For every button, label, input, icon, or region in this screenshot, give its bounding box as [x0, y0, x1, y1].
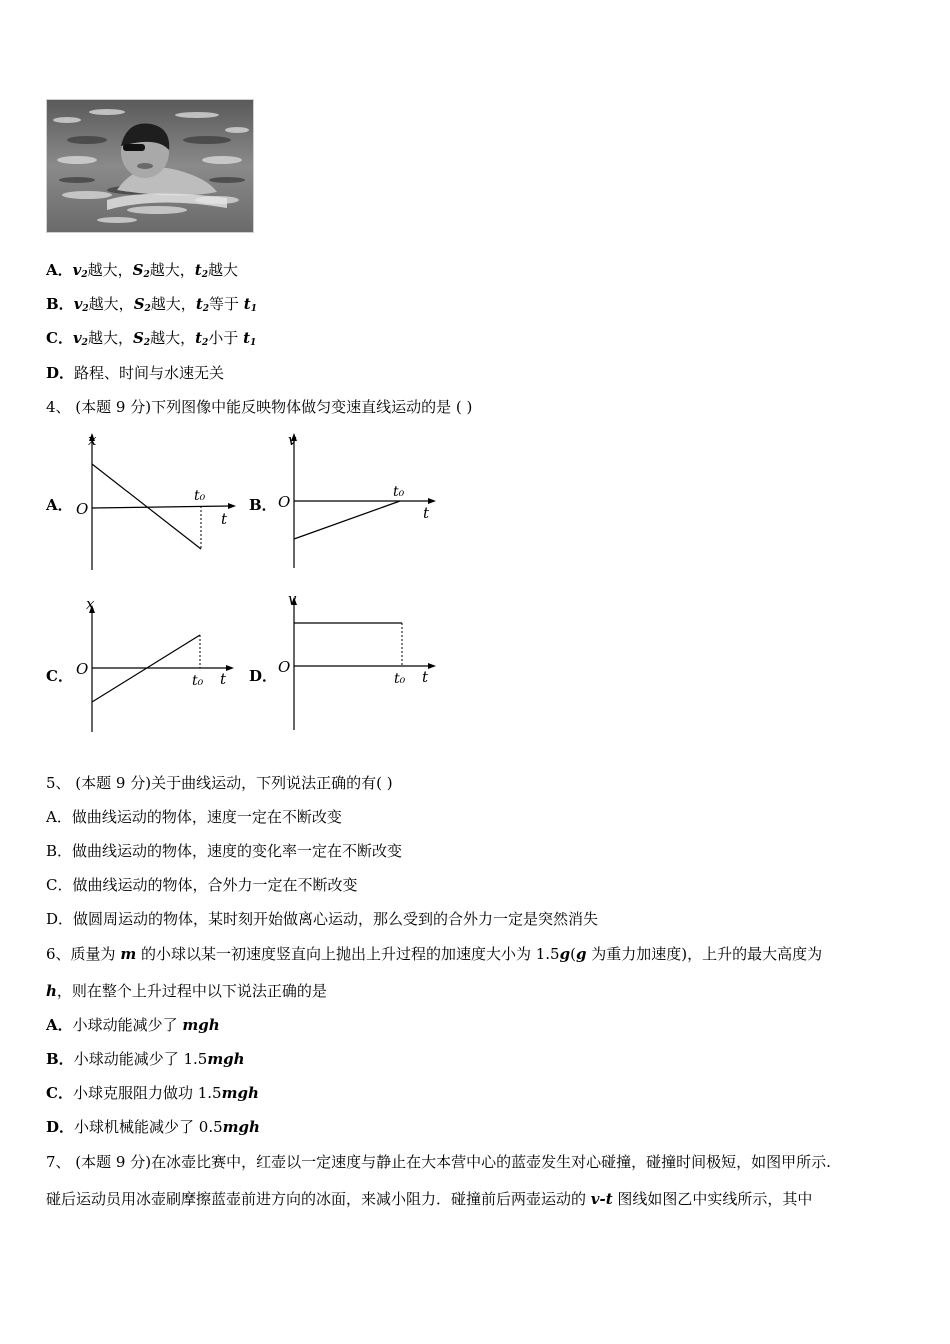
- y-axis-label: x: [86, 595, 95, 613]
- q6-option-d[interactable]: D．小球机械能减少了 0.5mgh: [46, 1118, 260, 1136]
- q3-option-c[interactable]: [46, 328, 256, 353]
- y-axis-label: v: [288, 590, 297, 608]
- origin-label: O: [76, 660, 89, 678]
- origin-label: O: [278, 658, 291, 676]
- subscript: 2: [202, 304, 210, 314]
- option-text: 越大，: [88, 295, 134, 313]
- q3-option-b[interactable]: [46, 294, 257, 319]
- variable: v: [72, 329, 82, 347]
- variable: v: [73, 295, 83, 313]
- subscript: 2: [144, 304, 151, 314]
- graph-line: [294, 501, 400, 539]
- q4-option-c-label[interactable]: C．: [46, 667, 73, 685]
- q4-graph-a: [70, 428, 240, 573]
- q4-option-d-label[interactable]: D．: [249, 667, 278, 685]
- variable: t: [195, 295, 203, 313]
- variable: t: [243, 295, 251, 313]
- q6-option-b[interactable]: B．小球动能减少了 1.5mgh: [46, 1050, 245, 1068]
- q4-option-a-label[interactable]: A．: [46, 496, 73, 514]
- option-label: B．: [46, 295, 74, 313]
- x-axis-label: t: [422, 668, 429, 686]
- variable: t: [194, 261, 202, 279]
- x-axis-arrow-icon: [428, 663, 436, 669]
- q6-option-a[interactable]: A．小球动能减少了 mgh: [46, 1016, 220, 1034]
- variable: t: [195, 329, 203, 347]
- x-axis-label: t: [220, 670, 227, 688]
- subscript: 2: [82, 304, 89, 314]
- origin-label: O: [76, 500, 89, 518]
- option-text: 越大，: [150, 295, 196, 313]
- q7-stem-line2: 碰后运动员用冰壶刷摩擦蓝壶前进方向的冰面，来减小阻力．碰撞前后两壶运动的 v-t 图线如图乙中实线所示，其中: [46, 1190, 813, 1208]
- q4-option-b-label[interactable]: B．: [249, 496, 277, 514]
- x-axis-label: t: [221, 510, 228, 528]
- subscript: 2: [202, 338, 209, 348]
- subscript: 1: [250, 338, 257, 348]
- option-text: 等于: [209, 295, 244, 313]
- option-text: 越大，: [87, 329, 133, 347]
- subscript: 2: [201, 270, 208, 280]
- y-axis-label: v: [288, 431, 297, 449]
- swimmer-photo: [46, 99, 254, 233]
- q4-stem: 4、 (本题 9 分)下列图像中能反映物体做匀变速直线运动的是 ( ): [46, 398, 473, 416]
- t0-label: t₀: [393, 484, 405, 500]
- variable: S: [133, 295, 145, 313]
- x-axis: [92, 506, 230, 508]
- x-axis-arrow-icon: [228, 503, 236, 509]
- variable: S: [132, 329, 144, 347]
- option-text: 越大，: [150, 329, 196, 347]
- option-text: 越大，: [149, 261, 195, 279]
- subscript: 2: [81, 270, 88, 280]
- option-label: D．: [46, 364, 75, 382]
- option-text: 越大，: [87, 261, 133, 279]
- subscript: 2: [143, 338, 151, 348]
- q6-option-c[interactable]: C．小球克服阻力做功 1.5mgh: [46, 1084, 259, 1102]
- q5-option-b[interactable]: B．做曲线运动的物体，速度的变化率一定在不断改变: [46, 842, 403, 860]
- x-axis-arrow-icon: [226, 665, 234, 671]
- q4-graph-d: [272, 590, 442, 735]
- q4-graph-b: [272, 428, 442, 573]
- variable: t: [243, 329, 250, 347]
- option-text: 小于: [208, 329, 244, 347]
- subscript: 1: [250, 304, 257, 314]
- q7-stem-line1: 7、 (本题 9 分)在冰壶比赛中，红壶以一定速度与静止在大本营中心的蓝壶发生对心碰撞，碰撞时间极短，如图甲所示.: [46, 1153, 831, 1171]
- option-text: 越大: [207, 261, 238, 279]
- option-text: 路程、时间与水速无关: [74, 364, 225, 382]
- option-label: A．: [46, 261, 73, 279]
- origin-label: O: [278, 493, 291, 511]
- q5-stem: 5、 (本题 9 分)关于曲线运动，下列说法正确的有( ): [46, 774, 393, 792]
- option-label: C．: [46, 329, 73, 347]
- t0-label: t₀: [192, 673, 204, 689]
- q5-option-c[interactable]: C．做曲线运动的物体，合外力一定在不断改变: [46, 876, 358, 894]
- y-axis-label: x: [88, 431, 97, 449]
- q6-stem-line2: h，则在整个上升过程中以下说法正确的是: [46, 982, 327, 1000]
- q3-option-d[interactable]: [46, 363, 224, 383]
- t0-label: t₀: [194, 488, 206, 504]
- subscript: 2: [81, 338, 88, 348]
- t0-label: t₀: [394, 671, 406, 687]
- variable: S: [132, 261, 144, 279]
- x-axis-arrow-icon: [428, 498, 436, 504]
- q3-option-a[interactable]: [46, 260, 238, 285]
- x-axis-label: t: [423, 504, 430, 522]
- subscript: 2: [143, 270, 150, 280]
- q5-option-d[interactable]: D．做圆周运动的物体，某时刻开始做离心运动，那么受到的合外力一定是突然消失: [46, 910, 599, 928]
- q5-option-a[interactable]: A．做曲线运动的物体，速度一定在不断改变: [46, 808, 342, 826]
- variable: v: [72, 261, 82, 279]
- q4-graph-c: [70, 592, 240, 737]
- q6-stem-line1: 6、质量为 m 的小球以某一初速度竖直向上抛出上升过程的加速度大小为 1.5g(g 为重力加速度)，上升的最大高度为: [46, 945, 823, 963]
